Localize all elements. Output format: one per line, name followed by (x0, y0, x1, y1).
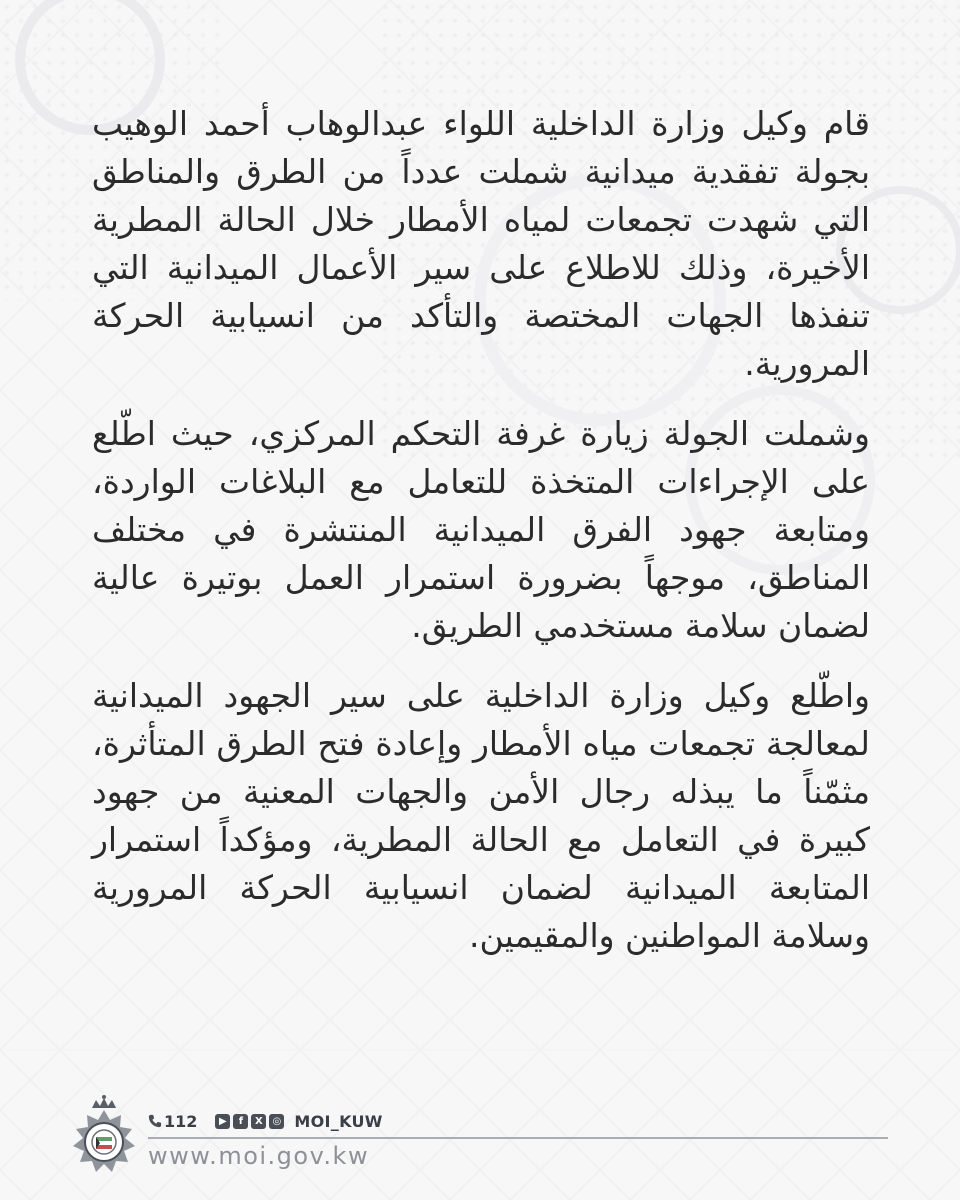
footer (0, 1080, 960, 1200)
paragraph-3: واطّلع وكيل وزارة الداخلية على سير الجهود الميدانية لمعالجة تجمعات مياه الأمطار وإعادة فتح الطرق المتأثرة، مثمّناً ما يبذله رجال الأمن والجهات المعنية من جهود كبيرة في التعامل مع الحالة المطرية، ومؤكداً استمرار المتابعة الميدانية لضمان انسيابية الحركة المرورية وسلامة المواطنين والمقيمين. (92, 676, 870, 955)
article-body (92, 100, 870, 982)
phone-icon (148, 1114, 162, 1128)
contact-row (148, 1110, 383, 1132)
phone-number: 112 (164, 1111, 198, 1131)
website-link[interactable]: www.moi.gov.kw (148, 1142, 370, 1170)
paragraph-2: وشملت الجولة زيارة غرفة التحكم المركزي، حيث اطّلع على الإجراءات المتخذة للتعامل مع البلاغات الواردة، ومتابعة جهود الفرق الميدانية المنتشرة في مختلف المناطق، موجهاً بضرورة استمرار العمل بوتيرة عالية لضمان سلامة مستخدمي الطريق. (92, 414, 870, 645)
footer-divider (148, 1137, 888, 1139)
phone-contact[interactable] (148, 1112, 197, 1131)
facebook-icon[interactable]: f (233, 1114, 248, 1129)
x-icon[interactable]: X (251, 1114, 266, 1129)
paragraph-1: قام وكيل وزارة الداخلية اللواء عبدالوهاب أحمد الوهيب بجولة تفقدية ميدانية شملت عدداً من الطرق والمناطق التي شهدت تجمعات لمياه الأمطار خلال الحالة المطرية الأخيرة، وذلك للاطلاع على سير الأعمال الميدانية التي تنفذها الجهات المختصة والتأكد من انسيابية الحركة المرورية. (92, 104, 870, 383)
social-handle[interactable]: MOI_KUW (294, 1111, 383, 1131)
instagram-icon[interactable]: ◎ (269, 1114, 284, 1129)
police-seal-icon (68, 1094, 140, 1180)
social-links (215, 1114, 284, 1129)
youtube-icon[interactable]: ▶ (215, 1114, 230, 1129)
